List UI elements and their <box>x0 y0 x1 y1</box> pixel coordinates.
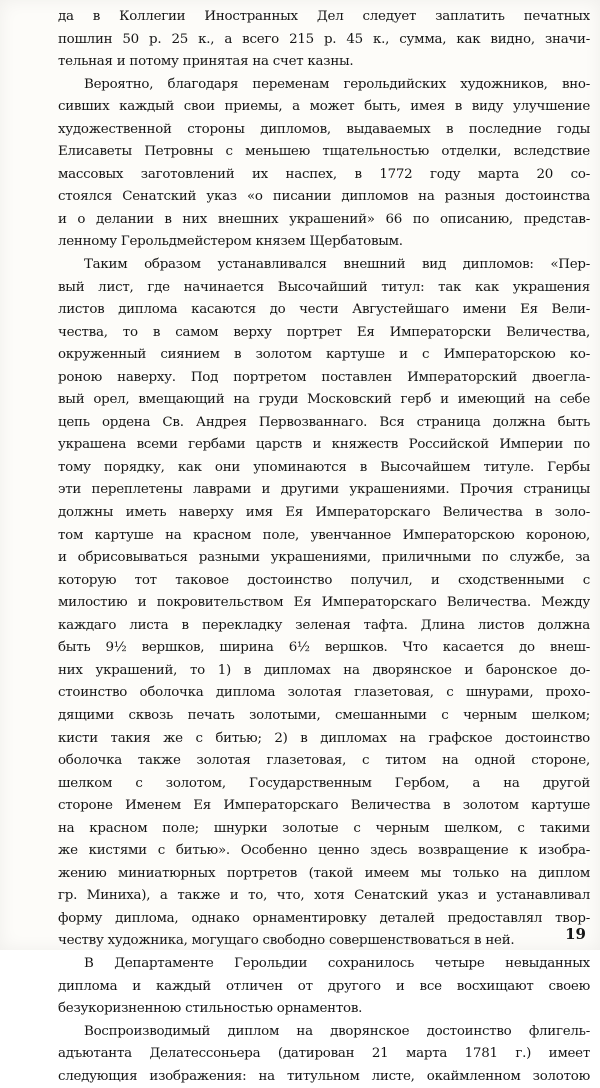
text-line: на красном поле; шнурки золотые с черным шелком, с такими <box>58 820 590 836</box>
body-text <box>58 6 590 1088</box>
text-line: окруженный сиянием в золотом картуше и с Императорскою ко- <box>58 347 590 363</box>
text-line: вый орел, вмещающий на груди Московский герб и имеющий на себе <box>58 392 590 408</box>
text-line: художественной стороны дипломов, выдаваемых в последние годы <box>58 121 590 137</box>
text-line: стоялся Сенатский указ «о писании дипломов на разныя достоинства <box>58 189 590 205</box>
text-line: следующия изображения: на титульном листе, окаймленном золотою <box>58 1068 590 1084</box>
text-line: эти переплетены лаврами и другими украшениями. Прочия страницы <box>58 482 590 498</box>
text-line: Елисаветы Петровны с меньшею тщательностью отделки, вследствие <box>58 144 590 160</box>
text-line: сивших каждый свои приемы, а может быть, имея в виду улучшение <box>58 99 590 115</box>
page-number: 19 <box>565 925 586 943</box>
text-line: которую тот таковое достоинство получил, и сходственными с <box>58 572 590 588</box>
text-line: пошлин 50 р. 25 к., а всего 215 р. 45 к., сумма, как видно, значи- <box>58 31 590 47</box>
text-line: и обрисовываться разными украшениями, приличными по службе, за <box>58 550 590 566</box>
text-line: да в Коллегии Иностранных Дел следует заплатить печатных <box>58 9 590 24</box>
text-line: Таким образом устанавливался внешний вид дипломов: «Пер- <box>84 257 590 273</box>
text-line: стоинство оболочка диплома золотая глазетовая, с шнурами, прохо- <box>58 685 590 701</box>
text-line: том картуше на красном поле, увенчанное Императорскою короною, <box>58 527 590 543</box>
text-line: безукоризненною стильностью орнаментов. <box>58 1001 363 1017</box>
text-line: каждаго листа в перекладку зеленая тафта. Длина листов должна <box>58 617 590 633</box>
text-line: стороне Именем Ея Императорскаго Величества в золотом картуше <box>58 798 590 814</box>
text-line: них украшений, то 1) в дипломах на дворянское и баронское до- <box>58 662 590 678</box>
text-line: роною наверху. Под портретом поставлен Императорский двоегла- <box>58 369 590 385</box>
text-line: честву художника, могущаго свободно совершенствоваться в ней. <box>58 933 515 949</box>
text-line: Вероятно, благодаря переменам герольдийских художников, вно- <box>84 76 590 92</box>
text-line: Воспроизводимый диплом на дворянское достоинство флигель- <box>84 1023 590 1039</box>
text-line: массовых заготовлений их наспех, в 1772 году марта 20 со- <box>58 166 590 182</box>
text-line: и о делании в них внешних украшений» 66 по описанию, представ- <box>58 211 590 227</box>
text-line: быть 9½ вершков, ширина 6½ вершков. Что касается до внеш- <box>58 640 590 656</box>
text-line: диплома и каждый отличен от другого и все восхищают своею <box>58 978 590 994</box>
text-line: тому порядку, как они упоминаются в Высочайшем титуле. Гербы <box>58 459 590 475</box>
text-line: оболочка также золотая глазетовая, с титом на одной стороне, <box>58 753 590 769</box>
text-line: кисти такия же с битью; 2) в дипломах на графское достоинство <box>58 730 590 746</box>
text-line: гр. Миниха), а также и то, что, хотя Сенатский указ и устанавливал <box>58 888 590 904</box>
text-line: же кистями с битью». Особенно ценно здесь возвращение к изобра- <box>58 843 590 859</box>
text-line: В Департаменте Герольдии сохранилось четыре невыданных <box>84 955 590 971</box>
text-line: шелком с золотом, Государственным Гербом, а на другой <box>58 775 590 791</box>
text-line: цепь ордена Св. Андрея Первозваннаго. Вся страница должна быть <box>58 414 590 430</box>
text-line: ленному Герольдмейстером князем Щербатовым. <box>58 234 403 250</box>
text-line: тельная и потому принятая на счет казны. <box>58 54 354 70</box>
text-line: листов диплома касаются до чести Августейшаго имени Ея Вели- <box>58 302 590 318</box>
text-line: милостию и покровительством Ея Императорскаго Величества. Между <box>58 595 590 611</box>
text-line: жению миниатюрных портретов (такой имеем мы только на диплом <box>58 865 590 881</box>
text-line: украшена всеми гербами царств и княжеств Российской Империи по <box>58 437 590 453</box>
text-line: вый лист, где начинается Высочайший титул: так как украшения <box>58 279 590 295</box>
text-line: адъютанта Делатессоньера (датирован 21 марта 1781 г.) имеет <box>58 1046 590 1062</box>
text-line: должны иметь наверху имя Ея Императорскаго Величества в золо- <box>58 505 590 521</box>
text-line: чества, то в самом верху портрет Ея Императорски Величества, <box>58 324 590 340</box>
text-line: дящими сквозь печать золотыми, смешанными с черным шелком; <box>58 707 590 723</box>
text-line: форму диплома, однако орнаментировку деталей предоставлял твор- <box>58 910 590 926</box>
